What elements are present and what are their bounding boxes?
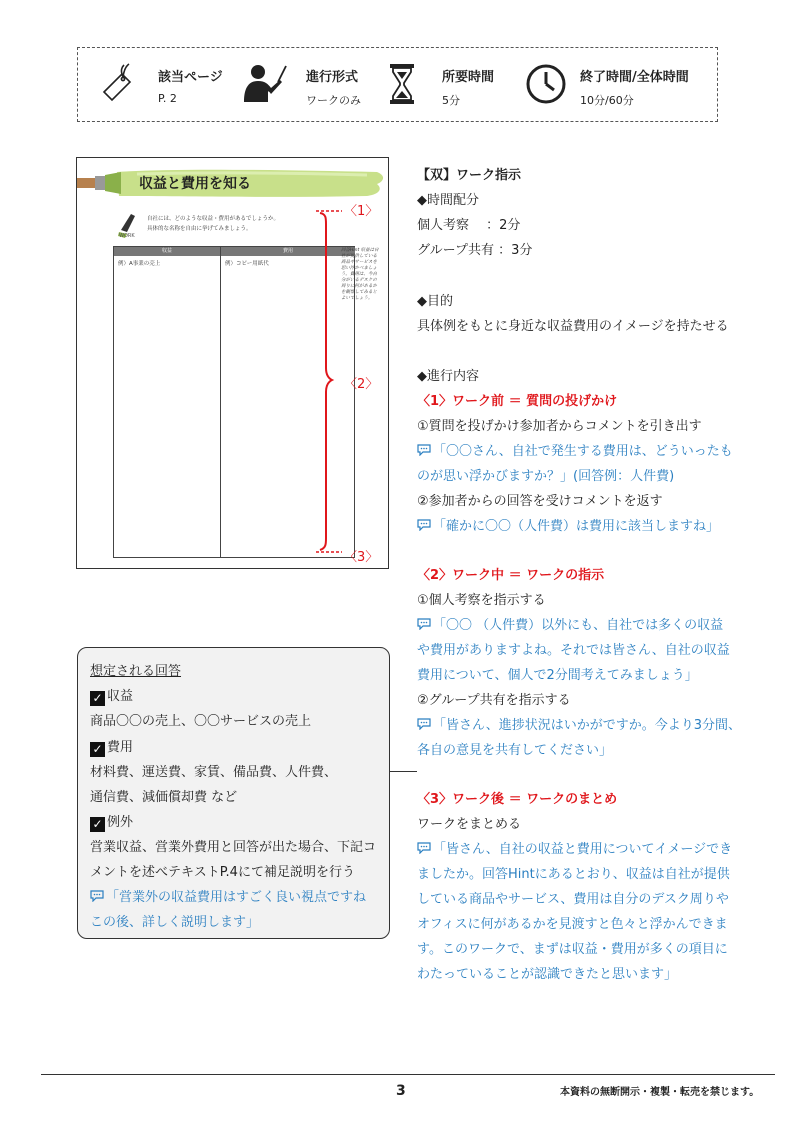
page-value: P. 2 — [158, 92, 177, 105]
section-2-reply — [417, 714, 741, 733]
format-label: 進行形式 — [306, 70, 359, 85]
thumbnail-title: 収益と費用を知る — [139, 176, 251, 192]
answer-hint: 回答Hint 収益は自社が提供している商品やサービスを思い浮かべましょう。費用は、今自分がいるデスクの周りに何があるかを観察してみるとよいでしょう。 — [341, 248, 379, 301]
bracket-label-1: 〈1〉 — [344, 204, 379, 219]
section-3-quote-line-1: 「皆さん、自社の収益と費用についてイメージでき — [433, 842, 733, 857]
expense-example: 例）コピー用紙代 — [225, 261, 269, 267]
exception-check — [90, 811, 133, 832]
purpose-text: 具体例をもとに身近な収益費用のイメージを持たせる — [417, 319, 729, 334]
checkbox-icon: ✓ — [90, 817, 105, 832]
work-label: WORK — [119, 233, 135, 239]
clock-icon — [524, 62, 568, 106]
page-label: 該当ページ — [158, 70, 223, 85]
section-1-quote-line-1: 「〇〇さん、自社で発生する費用は、どういったも — [433, 444, 733, 459]
section-2-quote-line-3: 費用について、個人で2分間考えてみましょう」 — [417, 668, 698, 683]
exception-line-1: 営業収益、営業外費用と回答が出た場合、下記コ — [90, 840, 377, 855]
format-value: ワークのみ — [306, 94, 361, 107]
progress-heading: ◆進行内容 — [417, 369, 479, 384]
section-1-reply-text: 「確かに〇〇（人件費）は費用に該当しますね」 — [433, 519, 720, 534]
page-number: 3 — [396, 1083, 406, 1099]
speech-bubble-icon — [417, 444, 431, 456]
end-label: 終了時間/全体時間 — [580, 70, 689, 85]
expense-examples-line-2: 通信費、減価償却費 など — [90, 790, 238, 805]
speech-bubble-icon — [417, 519, 431, 531]
bracket-label-2: 〈2〉 — [344, 377, 379, 392]
table-divider — [220, 247, 221, 557]
hourglass-icon — [386, 62, 418, 106]
section-3-step-a: ワークをまとめる — [417, 817, 522, 832]
copyright-notice: 本資料の無断開示・複製・転売を禁じます。 — [560, 1087, 760, 1098]
checkbox-icon: ✓ — [90, 742, 105, 757]
expense-check — [90, 736, 133, 757]
section-3-quote-line-4: オフィスに何があるかを見渡すと色々と浮かんできま — [417, 917, 728, 932]
bracket-label-3: 〈3〉 — [344, 550, 379, 565]
time-label: 所要時間 — [442, 70, 495, 85]
connector-line — [390, 771, 417, 772]
time-value: 5分 — [442, 94, 460, 107]
individual-time: 個人考察 ：2分 — [417, 218, 521, 233]
tag-icon — [96, 62, 140, 106]
section-3-quote-line-5: す。このワークで、まずは収益・費用が多くの項目に — [417, 942, 728, 957]
section-2-quote-line-2: や費用がありますよね。それでは皆さん、自社の収益 — [417, 643, 730, 658]
speech-bubble-icon — [417, 618, 431, 630]
section-2-quote-line-1: 「〇〇 （人件費）以外にも、自社では多くの収益 — [433, 618, 724, 633]
section-2-step-a: ①個人考察を指示する — [417, 593, 546, 608]
group-time: グループ共有 ：3分 — [417, 243, 533, 258]
section-1-step-c: ②参加者からの回答を受けコメントを返す — [417, 494, 663, 509]
work-line-2: 具体的な名称を自由に挙げてみましょう。 — [147, 226, 252, 232]
end-value: 10分/60分 — [580, 94, 634, 107]
expected-answers-heading: 想定される回答 — [90, 664, 182, 679]
speech-bubble-icon — [90, 890, 104, 902]
expense-examples-line-1: 材料費、運送費、家賃、備品費、人件費、 — [90, 765, 338, 780]
work-instructions — [147, 214, 327, 234]
expense-heading: 費用 — [107, 740, 134, 755]
section-2-reply-line-2: 各自の意見を共有してください」 — [417, 743, 613, 758]
checkbox-icon: ✓ — [90, 691, 105, 706]
revenue-example: 例）A事業の売上 — [118, 261, 161, 267]
exception-line-2: メントを述べテキストP.4にて補足説明を行う — [90, 865, 355, 880]
section-3-quote-line-3: している商品やサービス、費用は自分のデスク周りや — [417, 892, 729, 907]
textbook-page-thumbnail — [76, 157, 389, 569]
exception-quote-line-1: 「営業外の収益費用はすごく良い視点ですね — [106, 890, 367, 905]
section-brackets — [312, 200, 342, 562]
time-allocation-heading: ◆時間配分 — [417, 193, 479, 208]
section-2-title: 〈2〉ワーク中 ＝ ワークの指示 — [417, 568, 605, 583]
section-3-quote-line-6: わたっていることが認識できたと思います」 — [417, 967, 678, 982]
section-1-reply — [417, 515, 719, 534]
revenue-check — [90, 685, 133, 706]
section-1-title: 〈1〉ワーク前 ＝ 質問の投げかけ — [417, 394, 618, 409]
section-1-quote — [417, 440, 733, 459]
expected-answers-box — [77, 647, 390, 939]
revenue-examples: 商品〇〇の売上、〇〇サービスの売上 — [90, 714, 312, 729]
presenter-icon — [240, 62, 288, 106]
revenue-heading: 収益 — [107, 689, 134, 704]
exception-quote-line-2: この後、詳しく説明します」 — [90, 915, 260, 930]
work-line-1: 自社には、どのような収益・費用があるでしょうか。 — [147, 216, 279, 222]
exception-heading: 例外 — [107, 815, 134, 830]
revenue-column-header: 収益 — [114, 247, 220, 256]
exception-quote — [90, 886, 366, 905]
instructions-heading: 【双】ワーク指示 — [417, 168, 522, 183]
section-3-quote-line-2: ましたか。回答Hintにあるとおり、収益は自社が提供 — [417, 867, 730, 882]
speech-bubble-icon — [417, 842, 431, 854]
section-2-quote — [417, 614, 723, 633]
section-2-step-c: ②グループ共有を指示する — [417, 693, 571, 708]
section-3-quote — [417, 838, 732, 857]
section-2-reply-line-1: 「皆さん、進捗状況はいかがですか。今より3分間、 — [433, 718, 742, 733]
info-bar — [77, 47, 718, 122]
speech-bubble-icon — [417, 718, 431, 730]
section-1-quote-line-2: のが思い浮かびますか？」(回答例：人件費) — [417, 469, 675, 484]
purpose-heading: ◆目的 — [417, 294, 453, 309]
section-1-step-a: ①質問を投げかけ参加者からコメントを引き出す — [417, 419, 702, 434]
footer-divider — [41, 1074, 775, 1075]
section-3-title: 〈3〉ワーク後 ＝ ワークのまとめ — [417, 792, 618, 807]
expense-column-header: 費用 — [221, 247, 355, 256]
